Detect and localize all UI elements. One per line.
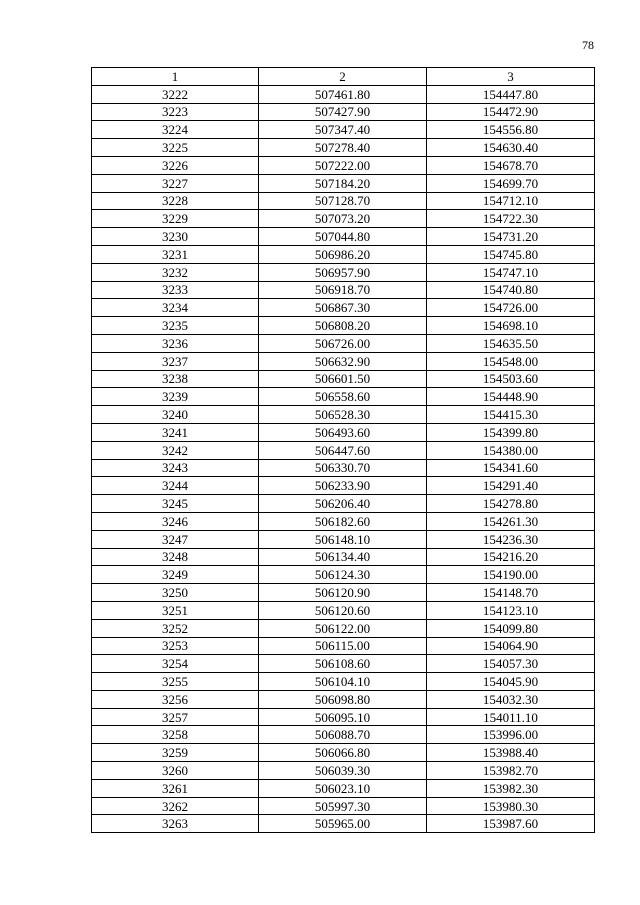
- point-number-cell: 3238: [92, 370, 259, 388]
- x-coordinate-cell: 507128.70: [259, 192, 427, 210]
- y-coordinate-cell: 154399.80: [427, 423, 595, 441]
- y-coordinate-cell: 154278.80: [427, 495, 595, 513]
- point-number-cell: 3232: [92, 263, 259, 281]
- x-coordinate-cell: 506104.10: [259, 673, 427, 691]
- table-row: [92, 655, 595, 673]
- point-number-cell: 3224: [92, 121, 259, 139]
- y-coordinate-cell: 154447.80: [427, 85, 595, 103]
- table-row: [92, 334, 595, 352]
- x-coordinate-cell: 506493.60: [259, 423, 427, 441]
- y-coordinate-cell: 154548.00: [427, 352, 595, 370]
- x-coordinate-cell: 506134.40: [259, 548, 427, 566]
- table-row: [92, 584, 595, 602]
- x-coordinate-cell: 506528.30: [259, 406, 427, 424]
- y-coordinate-cell: 154698.10: [427, 317, 595, 335]
- table-row: [92, 512, 595, 530]
- x-coordinate-cell: 505997.30: [259, 797, 427, 815]
- y-coordinate-cell: 154190.00: [427, 566, 595, 584]
- y-coordinate-cell: 154556.80: [427, 121, 595, 139]
- point-number-cell: 3247: [92, 530, 259, 548]
- table-row: [92, 103, 595, 121]
- point-number-cell: 3233: [92, 281, 259, 299]
- y-coordinate-cell: 154747.10: [427, 263, 595, 281]
- y-coordinate-cell: 154726.00: [427, 299, 595, 317]
- point-number-cell: 3263: [92, 815, 259, 833]
- x-coordinate-cell: 506558.60: [259, 388, 427, 406]
- point-number-cell: 3236: [92, 334, 259, 352]
- table-row: [92, 210, 595, 228]
- point-number-cell: 3234: [92, 299, 259, 317]
- table-row: [92, 673, 595, 691]
- x-coordinate-cell: 506120.90: [259, 584, 427, 602]
- table-row: [92, 708, 595, 726]
- x-coordinate-cell: 507222.00: [259, 156, 427, 174]
- point-number-cell: 3251: [92, 601, 259, 619]
- table-row: [92, 441, 595, 459]
- y-coordinate-cell: 154380.00: [427, 441, 595, 459]
- point-number-cell: 3227: [92, 174, 259, 192]
- table-row: [92, 352, 595, 370]
- y-coordinate-cell: 154448.90: [427, 388, 595, 406]
- x-coordinate-cell: 506039.30: [259, 762, 427, 780]
- x-coordinate-cell: 507184.20: [259, 174, 427, 192]
- y-coordinate-cell: 154057.30: [427, 655, 595, 673]
- x-coordinate-cell: 506182.60: [259, 512, 427, 530]
- point-number-cell: 3228: [92, 192, 259, 210]
- x-coordinate-cell: 507044.80: [259, 228, 427, 246]
- y-coordinate-cell: 154032.30: [427, 690, 595, 708]
- y-coordinate-cell: 154745.80: [427, 245, 595, 263]
- y-coordinate-cell: 154045.90: [427, 673, 595, 691]
- y-coordinate-cell: 154148.70: [427, 584, 595, 602]
- point-number-cell: 3253: [92, 637, 259, 655]
- x-coordinate-cell: 506867.30: [259, 299, 427, 317]
- column-header-3: 3: [427, 68, 595, 86]
- y-coordinate-cell: 154261.30: [427, 512, 595, 530]
- y-coordinate-cell: 153980.30: [427, 797, 595, 815]
- table-row: [92, 281, 595, 299]
- y-coordinate-cell: 154712.10: [427, 192, 595, 210]
- point-number-cell: 3226: [92, 156, 259, 174]
- x-coordinate-cell: 507347.40: [259, 121, 427, 139]
- table-row: [92, 762, 595, 780]
- table-body: [92, 85, 595, 832]
- column-header-1: 1: [92, 68, 259, 86]
- point-number-cell: 3243: [92, 459, 259, 477]
- x-coordinate-cell: 506066.80: [259, 744, 427, 762]
- y-coordinate-cell: 154635.50: [427, 334, 595, 352]
- coordinates-table: [91, 67, 595, 833]
- y-coordinate-cell: 154731.20: [427, 228, 595, 246]
- x-coordinate-cell: 506023.10: [259, 779, 427, 797]
- point-number-cell: 3239: [92, 388, 259, 406]
- table-row: [92, 245, 595, 263]
- table-row: [92, 139, 595, 157]
- table-row: [92, 815, 595, 833]
- table-row: [92, 299, 595, 317]
- table-row: [92, 495, 595, 513]
- y-coordinate-cell: 153987.60: [427, 815, 595, 833]
- point-number-cell: 3250: [92, 584, 259, 602]
- point-number-cell: 3237: [92, 352, 259, 370]
- header-row: [92, 68, 595, 86]
- x-coordinate-cell: 506447.60: [259, 441, 427, 459]
- page-number: 78: [582, 38, 594, 52]
- x-coordinate-cell: 506124.30: [259, 566, 427, 584]
- table-row: [92, 530, 595, 548]
- table-row: [92, 459, 595, 477]
- table-row: [92, 566, 595, 584]
- y-coordinate-cell: 153982.30: [427, 779, 595, 797]
- table-row: [92, 477, 595, 495]
- x-coordinate-cell: 506098.80: [259, 690, 427, 708]
- x-coordinate-cell: 506986.20: [259, 245, 427, 263]
- y-coordinate-cell: 153982.70: [427, 762, 595, 780]
- point-number-cell: 3254: [92, 655, 259, 673]
- point-number-cell: 3225: [92, 139, 259, 157]
- point-number-cell: 3240: [92, 406, 259, 424]
- x-coordinate-cell: 506957.90: [259, 263, 427, 281]
- y-coordinate-cell: 154123.10: [427, 601, 595, 619]
- point-number-cell: 3259: [92, 744, 259, 762]
- point-number-cell: 3248: [92, 548, 259, 566]
- point-number-cell: 3223: [92, 103, 259, 121]
- x-coordinate-cell: 507278.40: [259, 139, 427, 157]
- table-row: [92, 317, 595, 335]
- y-coordinate-cell: 154503.60: [427, 370, 595, 388]
- x-coordinate-cell: 507427.90: [259, 103, 427, 121]
- table-row: [92, 619, 595, 637]
- y-coordinate-cell: 154415.30: [427, 406, 595, 424]
- table-row: [92, 85, 595, 103]
- y-coordinate-cell: 154699.70: [427, 174, 595, 192]
- x-coordinate-cell: 506088.70: [259, 726, 427, 744]
- x-coordinate-cell: 506108.60: [259, 655, 427, 673]
- x-coordinate-cell: 506726.00: [259, 334, 427, 352]
- y-coordinate-cell: 153996.00: [427, 726, 595, 744]
- y-coordinate-cell: 154472.90: [427, 103, 595, 121]
- x-coordinate-cell: 506601.50: [259, 370, 427, 388]
- y-coordinate-cell: 154740.80: [427, 281, 595, 299]
- table-row: [92, 370, 595, 388]
- x-coordinate-cell: 506918.70: [259, 281, 427, 299]
- table-row: [92, 797, 595, 815]
- x-coordinate-cell: 506148.10: [259, 530, 427, 548]
- table-row: [92, 637, 595, 655]
- y-coordinate-cell: 154630.40: [427, 139, 595, 157]
- table-row: [92, 423, 595, 441]
- table-row: [92, 744, 595, 762]
- table-row: [92, 388, 595, 406]
- x-coordinate-cell: 506120.60: [259, 601, 427, 619]
- point-number-cell: 3260: [92, 762, 259, 780]
- x-coordinate-cell: 506095.10: [259, 708, 427, 726]
- table-row: [92, 601, 595, 619]
- table-row: [92, 690, 595, 708]
- point-number-cell: 3245: [92, 495, 259, 513]
- point-number-cell: 3257: [92, 708, 259, 726]
- point-number-cell: 3249: [92, 566, 259, 584]
- point-number-cell: 3231: [92, 245, 259, 263]
- x-coordinate-cell: 506233.90: [259, 477, 427, 495]
- y-coordinate-cell: 154236.30: [427, 530, 595, 548]
- x-coordinate-cell: 506330.70: [259, 459, 427, 477]
- table-row: [92, 406, 595, 424]
- table-row: [92, 174, 595, 192]
- y-coordinate-cell: 154099.80: [427, 619, 595, 637]
- table-row: [92, 263, 595, 281]
- point-number-cell: 3222: [92, 85, 259, 103]
- point-number-cell: 3242: [92, 441, 259, 459]
- x-coordinate-cell: 507073.20: [259, 210, 427, 228]
- y-coordinate-cell: 154216.20: [427, 548, 595, 566]
- point-number-cell: 3255: [92, 673, 259, 691]
- point-number-cell: 3230: [92, 228, 259, 246]
- table-row: [92, 228, 595, 246]
- y-coordinate-cell: 154341.60: [427, 459, 595, 477]
- y-coordinate-cell: 154064.90: [427, 637, 595, 655]
- y-coordinate-cell: 153988.40: [427, 744, 595, 762]
- y-coordinate-cell: 154678.70: [427, 156, 595, 174]
- point-number-cell: 3258: [92, 726, 259, 744]
- y-coordinate-cell: 154722.30: [427, 210, 595, 228]
- x-coordinate-cell: 507461.80: [259, 85, 427, 103]
- point-number-cell: 3246: [92, 512, 259, 530]
- x-coordinate-cell: 506808.20: [259, 317, 427, 335]
- table-row: [92, 779, 595, 797]
- x-coordinate-cell: 506115.00: [259, 637, 427, 655]
- point-number-cell: 3256: [92, 690, 259, 708]
- table-row: [92, 192, 595, 210]
- column-header-2: 2: [259, 68, 427, 86]
- point-number-cell: 3252: [92, 619, 259, 637]
- point-number-cell: 3244: [92, 477, 259, 495]
- y-coordinate-cell: 154011.10: [427, 708, 595, 726]
- table-row: [92, 121, 595, 139]
- point-number-cell: 3229: [92, 210, 259, 228]
- table-header: [92, 68, 595, 86]
- point-number-cell: 3262: [92, 797, 259, 815]
- y-coordinate-cell: 154291.40: [427, 477, 595, 495]
- point-number-cell: 3241: [92, 423, 259, 441]
- table-row: [92, 548, 595, 566]
- point-number-cell: 3235: [92, 317, 259, 335]
- x-coordinate-cell: 506206.40: [259, 495, 427, 513]
- x-coordinate-cell: 505965.00: [259, 815, 427, 833]
- point-number-cell: 3261: [92, 779, 259, 797]
- x-coordinate-cell: 506122.00: [259, 619, 427, 637]
- table-row: [92, 726, 595, 744]
- table-row: [92, 156, 595, 174]
- x-coordinate-cell: 506632.90: [259, 352, 427, 370]
